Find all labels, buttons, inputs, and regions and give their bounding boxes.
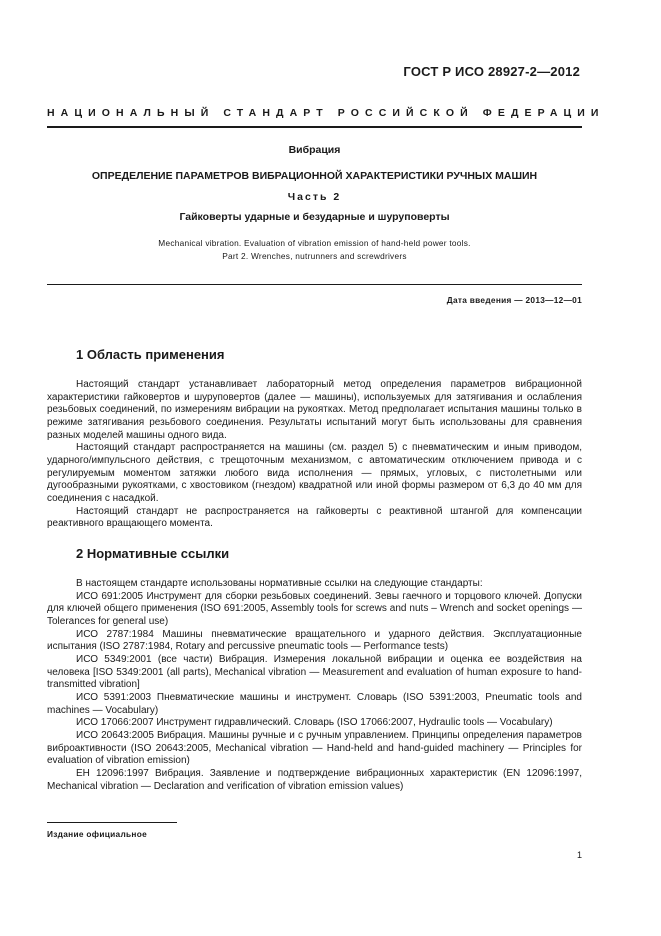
paragraph: Настоящий стандарт распространяется на машины (см. раздел 5) с пневматическим и иным приводом, ударного/импульсного действия, с трещоточным механизмом, с автоматическим отключением привода и с регулируемым моментом затяжки любого вида исполнения — прямых, угловых, с пистолетными или дугообразными рукоятками, с хвостовиком (гнездом) квадратной или иной формы размером от 6,3 до 40 мм для соединения с насадкой. [47,442,582,504]
reference-item: ИСО 2787:1984 Машины пневматические вращательного и ударного действия. Эксплуатационные испытания (ISO 2787:1984, Rotary and percussive pneumatic tools — Performance tests) [47,628,582,653]
section-heading-normative-references: 2 Нормативные ссылки [76,546,230,561]
page-number: 1 [576,850,582,860]
title-topic: Вибрация [288,144,341,156]
header-rule [47,126,582,128]
national-standard-banner: НАЦИОНАЛЬНЫЙ СТАНДАРТ РОССИЙСКОЙ ФЕДЕРАЦИИ [47,107,605,119]
paragraph: Настоящий стандарт не распространяется на гайковерты с реактивной штангой для компенсации реактивного вращающего момента. [47,505,582,530]
section-body-scope [47,379,582,531]
english-title-line-2: Part 2. Wrenches, nutrunners and screwdrivers [222,251,407,261]
edition-note: Издание официальное [47,829,148,839]
english-title-line-1: Mechanical vibration. Evaluation of vibration emission of hand-held power tools. [158,238,471,248]
title-part: Часть 2 [287,191,342,203]
document-code: ГОСТ Р ИСО 28927-2—2012 [403,64,580,79]
reference-item: ИСО 5391:2003 Пневматические машины и инструмент. Словарь (ISO 5391:2003, Pneumatic tools and machines — Vocabulary) [47,691,582,716]
reference-item: ИСО 17066:2007 Инструмент гидравлический. Словарь (ISO 17066:2007, Hydraulic tools — Vocabulary) [76,717,553,729]
reference-item: ЕН 12096:1997 Вибрация. Заявление и подтверждение вибрационных характеристик (EN 12096:1997, Mechanical vibration — Declaration and verification of vibration emission values) [47,767,582,792]
title-subtitle: Гайковерты ударные и безударные и шуруповерты [179,211,450,223]
reference-item: ИСО 20643:2005 Вибрация. Машины ручные и с ручным управлением. Принципы определения параметров виброактивности (ISO 20643:2005, Mechanical vibration — Hand-held and hand-guided machinery — Principles for evaluation of vibration emission) [47,729,582,767]
footer-rule [47,822,177,823]
title-main: ОПРЕДЕЛЕНИЕ ПАРАМЕТРОВ ВИБРАЦИОННОЙ ХАРАКТЕРИСТИКИ РУЧНЫХ МАШИН [91,170,538,182]
reference-item: ИСО 5349:2001 (все части) Вибрация. Измерения локальной вибрации и оценка ее воздействия на человека [ISO 5349:2001 (all parts), Mechanical vibration — Measurement and evaluation of human exposure to hand-transmitted vibration] [47,653,582,691]
introduction-date: Дата введения — 2013—12—01 [446,295,582,305]
section-body-normative-references [47,578,582,793]
section-heading-scope: 1 Область применения [76,347,225,362]
title-rule [47,284,582,285]
paragraph: Настоящий стандарт устанавливает лабораторный метод определения параметров вибрационной характеристики гайковертов и шуруповертов (далее — машины), используемых для затягивания и ослабления резьбовых соединений, по измерениям вибрации на рукоятках. Метод предполагает испытания машины только в режиме затягивания резьбового соединения. Результаты испытаний могут быть использованы для сравнения разных моделей машины одного вида. [47,379,582,441]
paragraph: В настоящем стандарте использованы нормативные ссылки на следующие стандарты: [76,578,483,589]
reference-item: ИСО 691:2005 Инструмент для сборки резьбовых соединений. Зевы гаечного и торцового ключей. Допуски для ключей общего применения (ISO 691:2005, Assembly tools for screws and nuts – Wrench and socket openings — Tolerances for general use) [47,590,582,627]
